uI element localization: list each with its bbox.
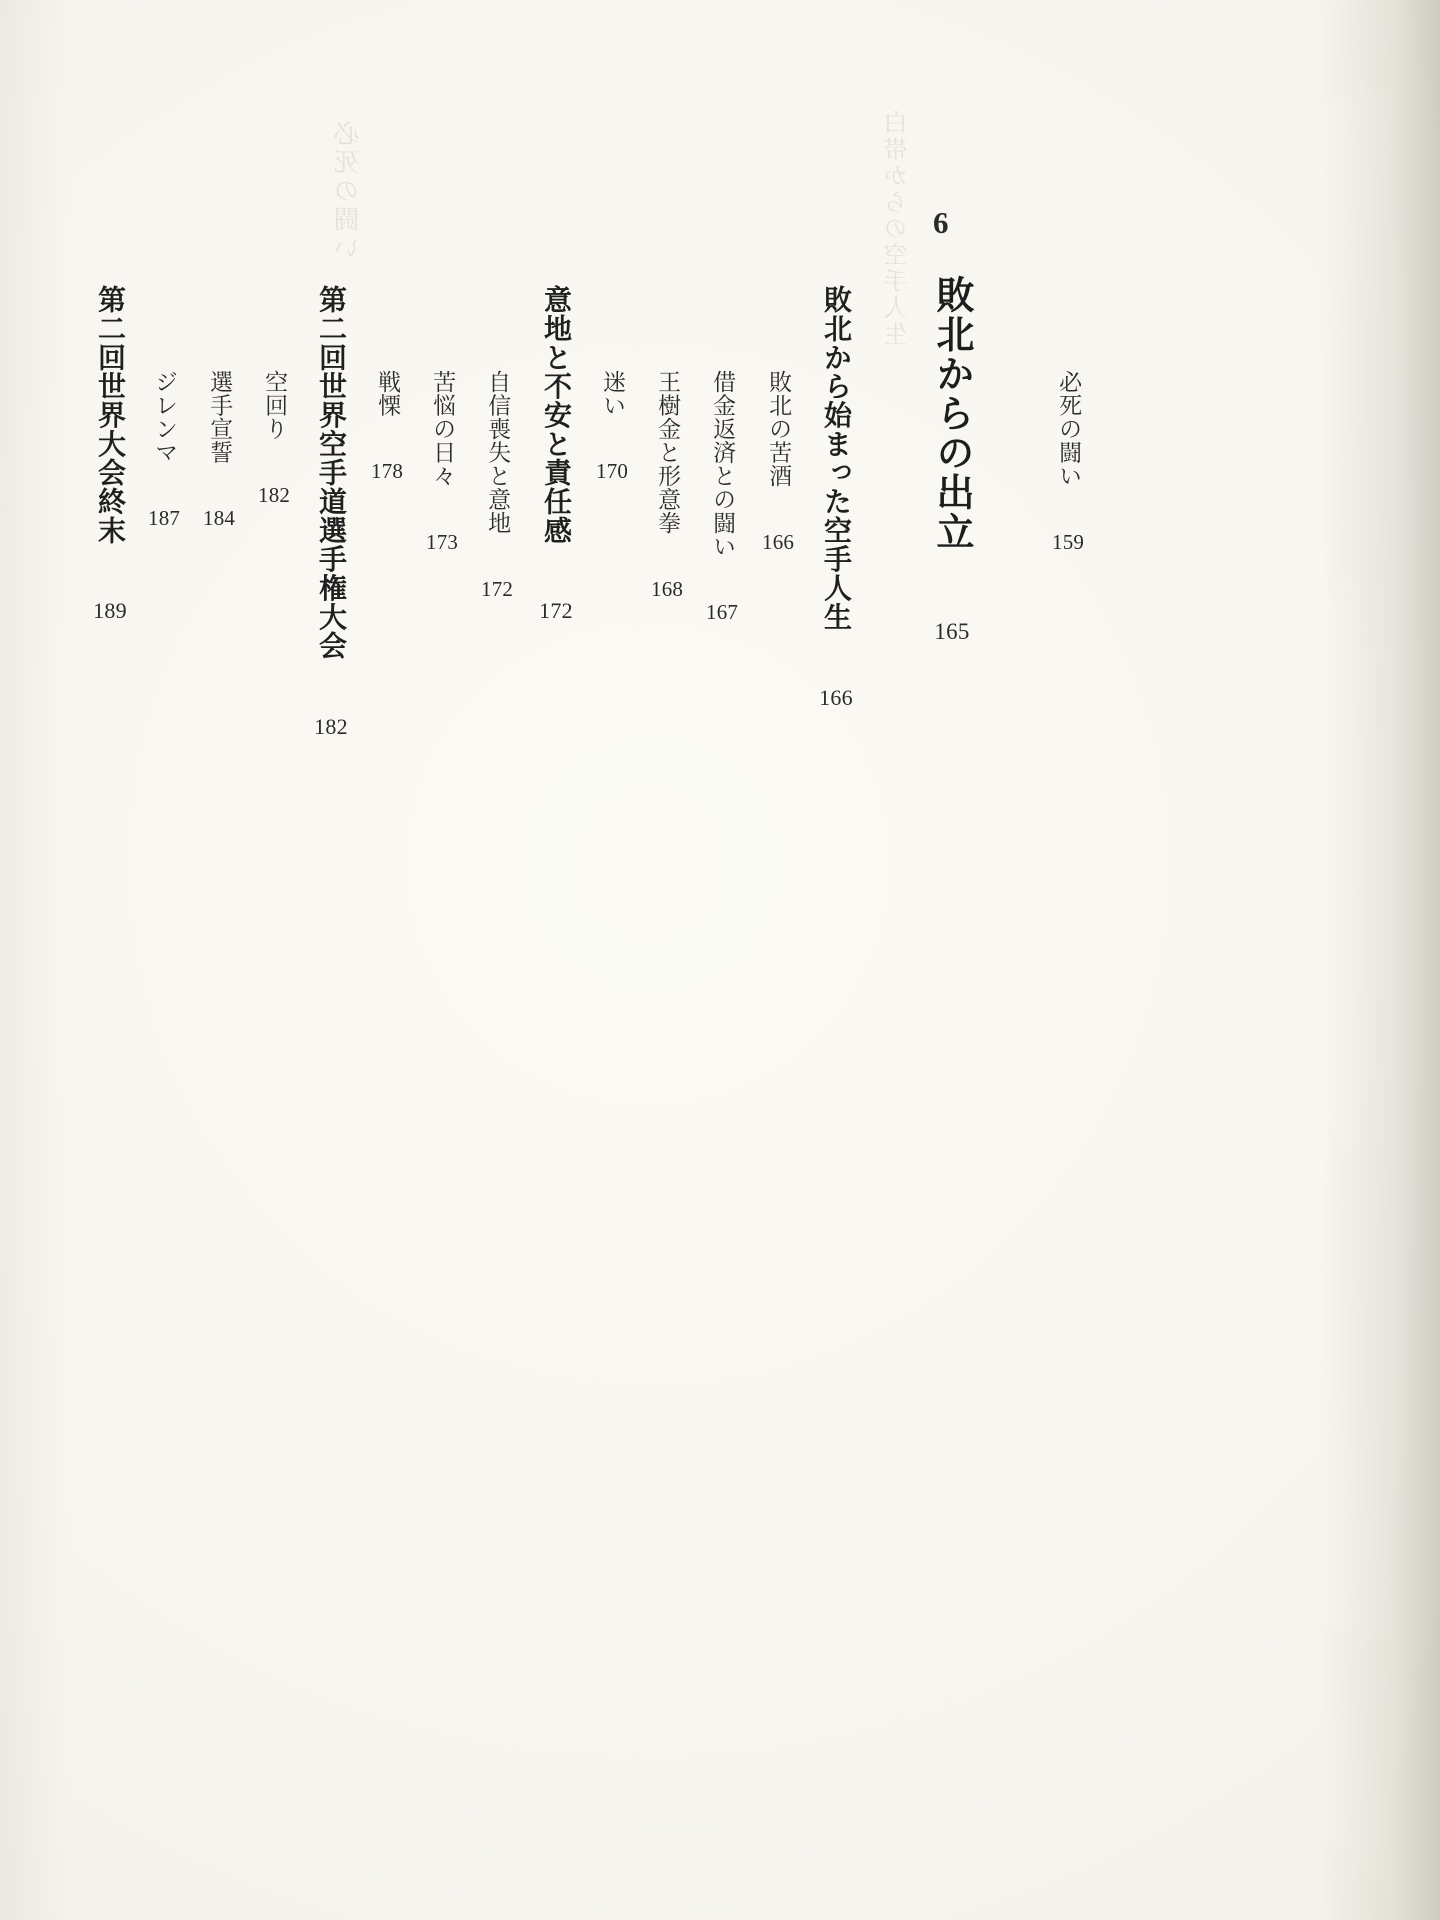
toc-item-page: 172: [481, 576, 514, 601]
toc-section-2: [311, 285, 351, 740]
toc-item-2-2: [148, 370, 181, 531]
page-bleed-through-1: 必死の闘い: [334, 120, 364, 263]
toc-section-label: 敗北から始まった空手人生: [820, 285, 853, 632]
toc-item-page: 182: [258, 482, 291, 507]
toc-item-page: 168: [651, 576, 684, 601]
toc-item-page: 187: [148, 506, 181, 531]
toc-entry-prev: [1052, 370, 1085, 555]
toc-item-page: 173: [426, 529, 459, 554]
toc-chapter-label: 敗北からの出立: [930, 275, 974, 552]
page-number: 6: [933, 205, 949, 240]
toc-item-1-0: [481, 370, 514, 602]
toc-item-1-1: [426, 370, 459, 555]
toc-section-0: [816, 285, 856, 711]
toc-item-label: 選手宣誓: [206, 370, 233, 464]
toc-item-page: 178: [371, 459, 404, 484]
toc-section-label: 第二回世界空手道選手権大会: [315, 285, 348, 660]
toc-entry-label: 必死の闘い: [1055, 370, 1082, 488]
toc-section-label: 意地と不安と責任感: [540, 285, 573, 545]
toc-item-page: 166: [762, 529, 795, 554]
toc-item-1-2: [371, 370, 404, 484]
toc-item-2-0: [258, 370, 291, 508]
toc-section-page: 182: [314, 713, 348, 739]
page-bleed-through-2: 白帯からの空手人生: [884, 110, 912, 348]
toc-item-label: ジレンマ: [151, 370, 178, 464]
toc-section-page: 172: [539, 598, 573, 624]
toc-section-page: 166: [819, 684, 853, 710]
toc-item-page: 184: [203, 506, 236, 531]
toc-item-2-1: [203, 370, 236, 531]
toc-item-label: 苦悩の日々: [429, 370, 456, 488]
toc-item-label: 戦慄: [374, 370, 401, 417]
toc-chapter-page: 165: [934, 619, 970, 645]
toc-section-page: 189: [93, 598, 127, 624]
toc-item-page: 170: [596, 459, 629, 484]
toc-section-1: [536, 285, 576, 624]
toc-item-label: 自信喪失と意地: [484, 370, 511, 535]
toc-section-3: [90, 285, 130, 624]
toc-chapter-title: [925, 275, 980, 645]
toc-entry-page: 159: [1052, 529, 1085, 554]
toc-item-0-1: [706, 370, 739, 625]
toc-item-0-0: [762, 370, 795, 555]
toc-item-label: 王樹金と形意拳: [654, 370, 681, 535]
toc-item-label: 空回り: [261, 370, 288, 441]
toc-item-label: 敗北の苦酒: [765, 370, 792, 488]
toc-item-page: 167: [706, 600, 739, 625]
toc-item-0-3: [596, 370, 629, 484]
toc-item-label: 借金返済との闘い: [709, 370, 736, 558]
toc-item-0-2: [651, 370, 684, 602]
toc-item-label: 迷い: [599, 370, 626, 417]
toc-section-label: 第二回世界大会終末: [94, 285, 127, 545]
